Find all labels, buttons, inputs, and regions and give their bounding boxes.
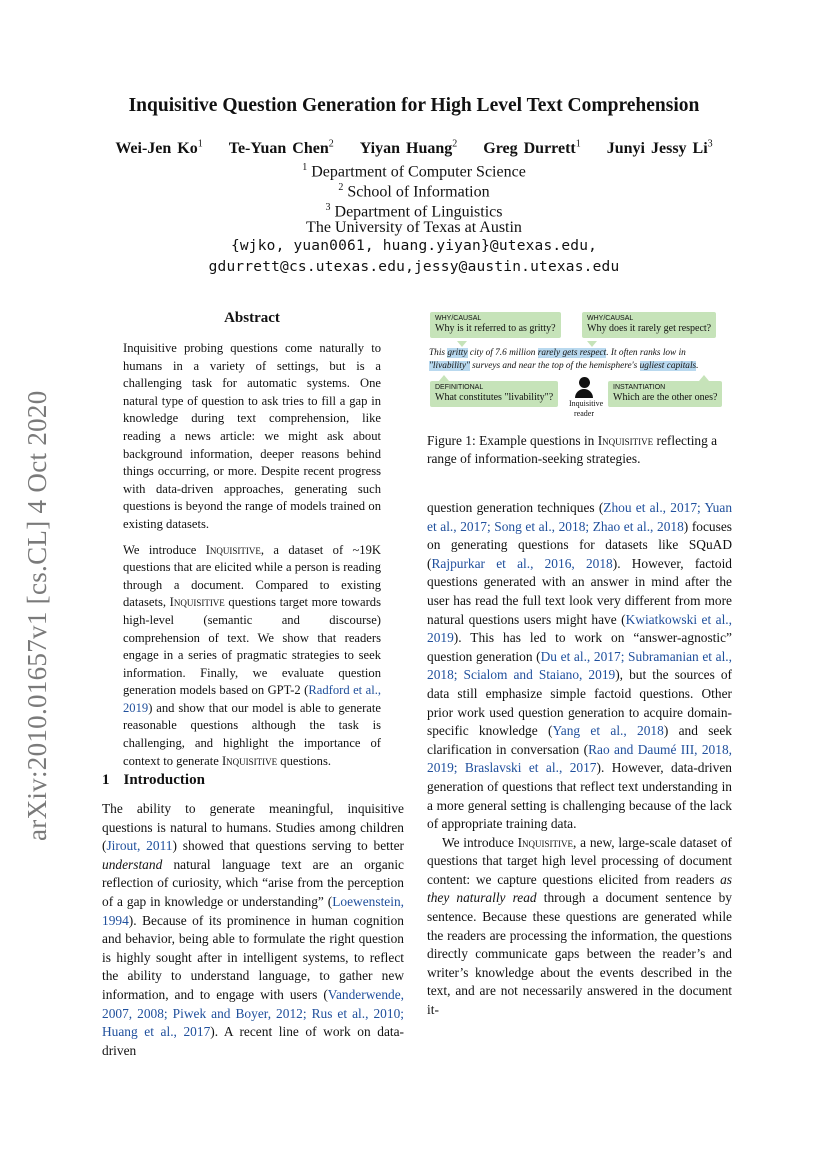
citation-link[interactable]: Kwiatkowski et al., 2019 [427,611,732,646]
abstract-heading: Abstract [224,310,280,326]
author-list [0,139,828,158]
abstract-paragraph: Inquisitive probing questions come naturally to humans in a variety of settings, but is a challenging task for automatic systems. One natural type of question to ask tries to fill a gap in knowledge during text comprehension, like reading a news article: we might ask about background information, deeper reasons behind things occurring, or more. Despite recent progress with data-driven approaches, generating such questions is beyond the range of models trained on existing datasets. [123,341,381,531]
intro-paragraph [102,800,404,1060]
emphasis-text: understand [102,856,163,872]
citation-link[interactable]: Zhou et al., 2017; Yuan et al., 2017; Song et al., 2018; Zhao et al., 2018 [427,500,733,534]
author: Te-Yuan Chen$^2$ [228,139,334,158]
author: Wei-Jen Ko$^1$ [115,139,203,158]
reader-icon: Inquisitive reader [569,377,599,418]
affiliation: The University of Texas at Austin [306,219,522,236]
arxiv-stamp: arXiv:2010.01657v1 [cs.CL] 4 Oct 2020 [22,390,52,841]
citation-link[interactable]: Loewenstein, 1994 [102,893,404,928]
intro-paragraph [427,834,732,1020]
body-text: ) showed that questions serving to better [172,838,404,854]
author: Junyi Jessy Li$^3$ [606,139,713,158]
question-bubble: INSTANTIATION Which are the other ones? [608,381,722,407]
email-line: gdurrett@cs.utexas.edu,jessy@austin.utexas.edu [208,259,620,275]
intro-paragraph [427,499,732,834]
abstract-paragraph: We introduce Inquisitive, a dataset of ~19K questions that are elicited while a person is reading through a document. Compared to existing datasets, Inquisitive questions target more towards high-level (semantic and discourse) comprehension of text. We show that readers engage in a series of pragmatic strategies to seek information. Finally, we evaluate question generation models based on GPT-2 (Radford et al., 2019) and show that our model is able to generate reasonable questions although the task is challenging, and highlight the importance of context to generate Inquisitive questions. [123,542,381,768]
body-text: ) and seek clarification in conversation ( [427,723,732,757]
figure-1 [427,312,732,422]
citation-link[interactable]: Radford et al., 2019 [123,683,381,715]
intro-right-column [427,499,732,1020]
email-line: {wjko, yuan0061, huang.yiyan}@utexas.edu, [230,238,598,254]
question-bubble: WHY/CAUSAL Why is it referred to as gritty? [430,312,561,338]
body-text: , a new, large-scale dataset of questions that target high level processing of document content: we capture questions elicited from readers [427,834,732,887]
intro-left-column [102,800,404,1060]
body-text: through a document sentence by sentence. Because these questions are generated while the readers are processing the information, the questions directly communicate gaps between the reader’s and writer’s knowledge about the events described in the text, and are not necessarily answered in the document it- [427,890,732,1018]
citation-link[interactable]: Du et al., 2017; Subramanian et al., 2018; Scialom and Staiano, 2019 [427,648,733,683]
figure-passage: This gritty city of 7.6 million rarely gets respect. It often ranks low in "livability" surveys and near the top of the hemisphere's ugliest capitals. [429,348,699,371]
body-text: ), but the sources of data still emphasize simple factoid questions. Other prior work used question generation to acquire domain-specific knowledge ( [427,667,732,739]
author: Greg Durrett$^1$ [483,139,581,158]
affiliation: $^2$ School of Information [338,182,490,201]
citation-link[interactable]: Rajpurkar et al., 2016, 2018 [431,555,613,571]
citation-link[interactable]: Jirout, 2011 [106,838,173,854]
author: Yiyan Huang$^2$ [359,139,458,158]
body-text: We introduce [442,834,518,850]
citation-link[interactable]: Yang et al., 2018 [552,723,664,739]
body-text: The ability to generate meaningful, inquisitive questions is natural to humans. Studies among children ( [102,801,404,854]
citation-link[interactable]: Vanderwende, 2007, 2008; Piwek and Boyer, 2012; Rus et al., 2010; Huang et al., 2017 [102,986,404,1040]
abstract-body [123,340,381,778]
emphasis-text: as they naturally read [427,871,732,906]
body-text: ). Because of its prominence in human cognition and behavior, being able to formulate the right question is highly sought after in intelligent systems, to reflect the ability to understand language, to gather new information, and to engage with users ( [102,912,404,1002]
section-heading-introduction: 1 Introduction [102,772,205,788]
body-text: ) focuses on generating questions for datasets like SQuAD ( [427,518,732,571]
affiliation: $^3$ Department of Linguistics [325,202,503,221]
body-text: ). However, data-driven generation of questions that reflect text understanding in a more general setting is challenging because of the lack of appropriate training data. [427,760,732,832]
body-text: ). A recent line of work on data-driven [102,1024,405,1058]
body-text: natural language text are an organic reflection of curiosity, which “arise from the perception of a gap in knowledge or understanding” ( [102,856,404,909]
question-bubble: DEFINITIONAL What constitutes "livability"? [430,381,558,407]
dataset-name: Inquisitive [517,834,574,850]
body-text: ). However, factoid questions generated with an answer in mind after the user has read the full text look very different from more natural questions users might have ( [427,555,732,627]
body-text: ). This has led to work on “answer-agnostic” question generation ( [427,630,732,664]
citation-link[interactable]: Rao and Daumé III, 2018, 2019; Braslavski et al., 2017 [427,741,732,776]
question-bubble: WHY/CAUSAL Why does it rarely get respect? [582,312,716,338]
figure-caption: Figure 1: Example questions in Inquisitive reflecting a range of information-seeking strategies. [427,433,718,466]
paper-title: Inquisitive Question Generation for High Level Text Comprehension [128,95,700,116]
affiliation: $^1$ Department of Computer Science [302,162,526,181]
body-text: question generation techniques ( [427,500,604,515]
